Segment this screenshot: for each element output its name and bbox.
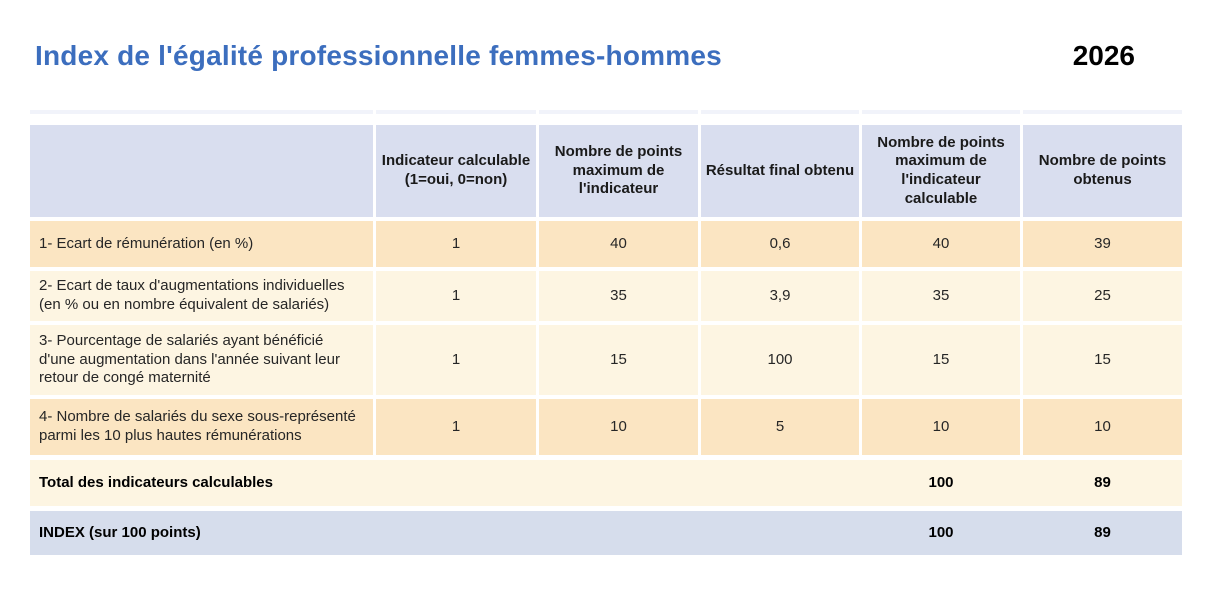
row-1-label: 1- Ecart de rémunération (en %) — [30, 221, 373, 267]
row-2-points-obtenus: 25 — [1023, 271, 1182, 321]
header-cell-points-max-calculable: Nombre de points maximum de l'indicateur calculable — [862, 125, 1020, 217]
header-cell-indicateur-calculable: Indicateur calculable (1=oui, 0=non) — [376, 125, 536, 217]
row-4-points-obtenus: 10 — [1023, 399, 1182, 455]
report-year: 2026 — [1072, 40, 1135, 71]
table-row-indicator-4 — [30, 399, 1182, 455]
row-1-resultat: 0,6 — [701, 221, 859, 267]
header-cell-points-max-indicateur: Nombre de points maximum de l'indicateur — [539, 125, 698, 217]
header-cell-empty — [30, 125, 373, 217]
row-3-resultat: 100 — [701, 325, 859, 395]
total-label: Total des indicateurs calculables — [39, 473, 273, 491]
row-1-points-obtenus: 39 — [1023, 221, 1182, 267]
row-2-resultat: 3,9 — [701, 271, 859, 321]
row-1-max-points: 40 — [539, 221, 698, 267]
row-4-label: 4- Nombre de salariés du sexe sous-représenté parmi les 10 plus hautes rémunérations — [30, 399, 373, 455]
table-header-row — [30, 125, 1182, 217]
index-max-points-calculable: 100 — [928, 523, 954, 541]
row-2-calculable: 1 — [376, 271, 536, 321]
index-label: INDEX (sur 100 points) — [39, 523, 201, 541]
row-2-label: 2- Ecart de taux d'augmentations individuelles (en % ou en nombre équivalent de salariés) — [30, 271, 373, 321]
row-3-calculable: 1 — [376, 325, 536, 395]
row-1-max-points-calculable: 40 — [862, 221, 1020, 267]
row-3-label: 3- Pourcentage de salariés ayant bénéficié d'une augmentation dans l'année suivant leur retour de congé maternité — [30, 325, 373, 395]
index-score-value: 89 — [1094, 523, 1111, 541]
table-top-strip — [30, 110, 1182, 114]
row-4-resultat: 5 — [701, 399, 859, 455]
page-title: Index de l'égalité professionnelle femmes-hommes — [35, 40, 722, 71]
header-cell-resultat-final: Résultat final obtenu — [701, 125, 859, 217]
row-4-max-points: 10 — [539, 399, 698, 455]
row-2-max-points: 35 — [539, 271, 698, 321]
table-row-total — [30, 460, 1182, 506]
table-row-index — [30, 511, 1182, 555]
row-4-max-points-calculable: 10 — [862, 399, 1020, 455]
row-3-max-points: 15 — [539, 325, 698, 395]
table-row-indicator-3 — [30, 325, 1182, 395]
row-3-max-points-calculable: 15 — [862, 325, 1020, 395]
table-row-indicator-2 — [30, 271, 1182, 321]
header-cell-points-obtenus: Nombre de points obtenus — [1023, 125, 1182, 217]
row-1-calculable: 1 — [376, 221, 536, 267]
row-4-calculable: 1 — [376, 399, 536, 455]
total-points-obtenus: 89 — [1094, 473, 1111, 491]
table-row-indicator-1 — [30, 221, 1182, 267]
row-3-points-obtenus: 15 — [1023, 325, 1182, 395]
total-max-points-calculable: 100 — [928, 473, 954, 491]
row-2-max-points-calculable: 35 — [862, 271, 1020, 321]
title-area — [35, 40, 1135, 72]
equality-index-table — [30, 110, 1182, 555]
